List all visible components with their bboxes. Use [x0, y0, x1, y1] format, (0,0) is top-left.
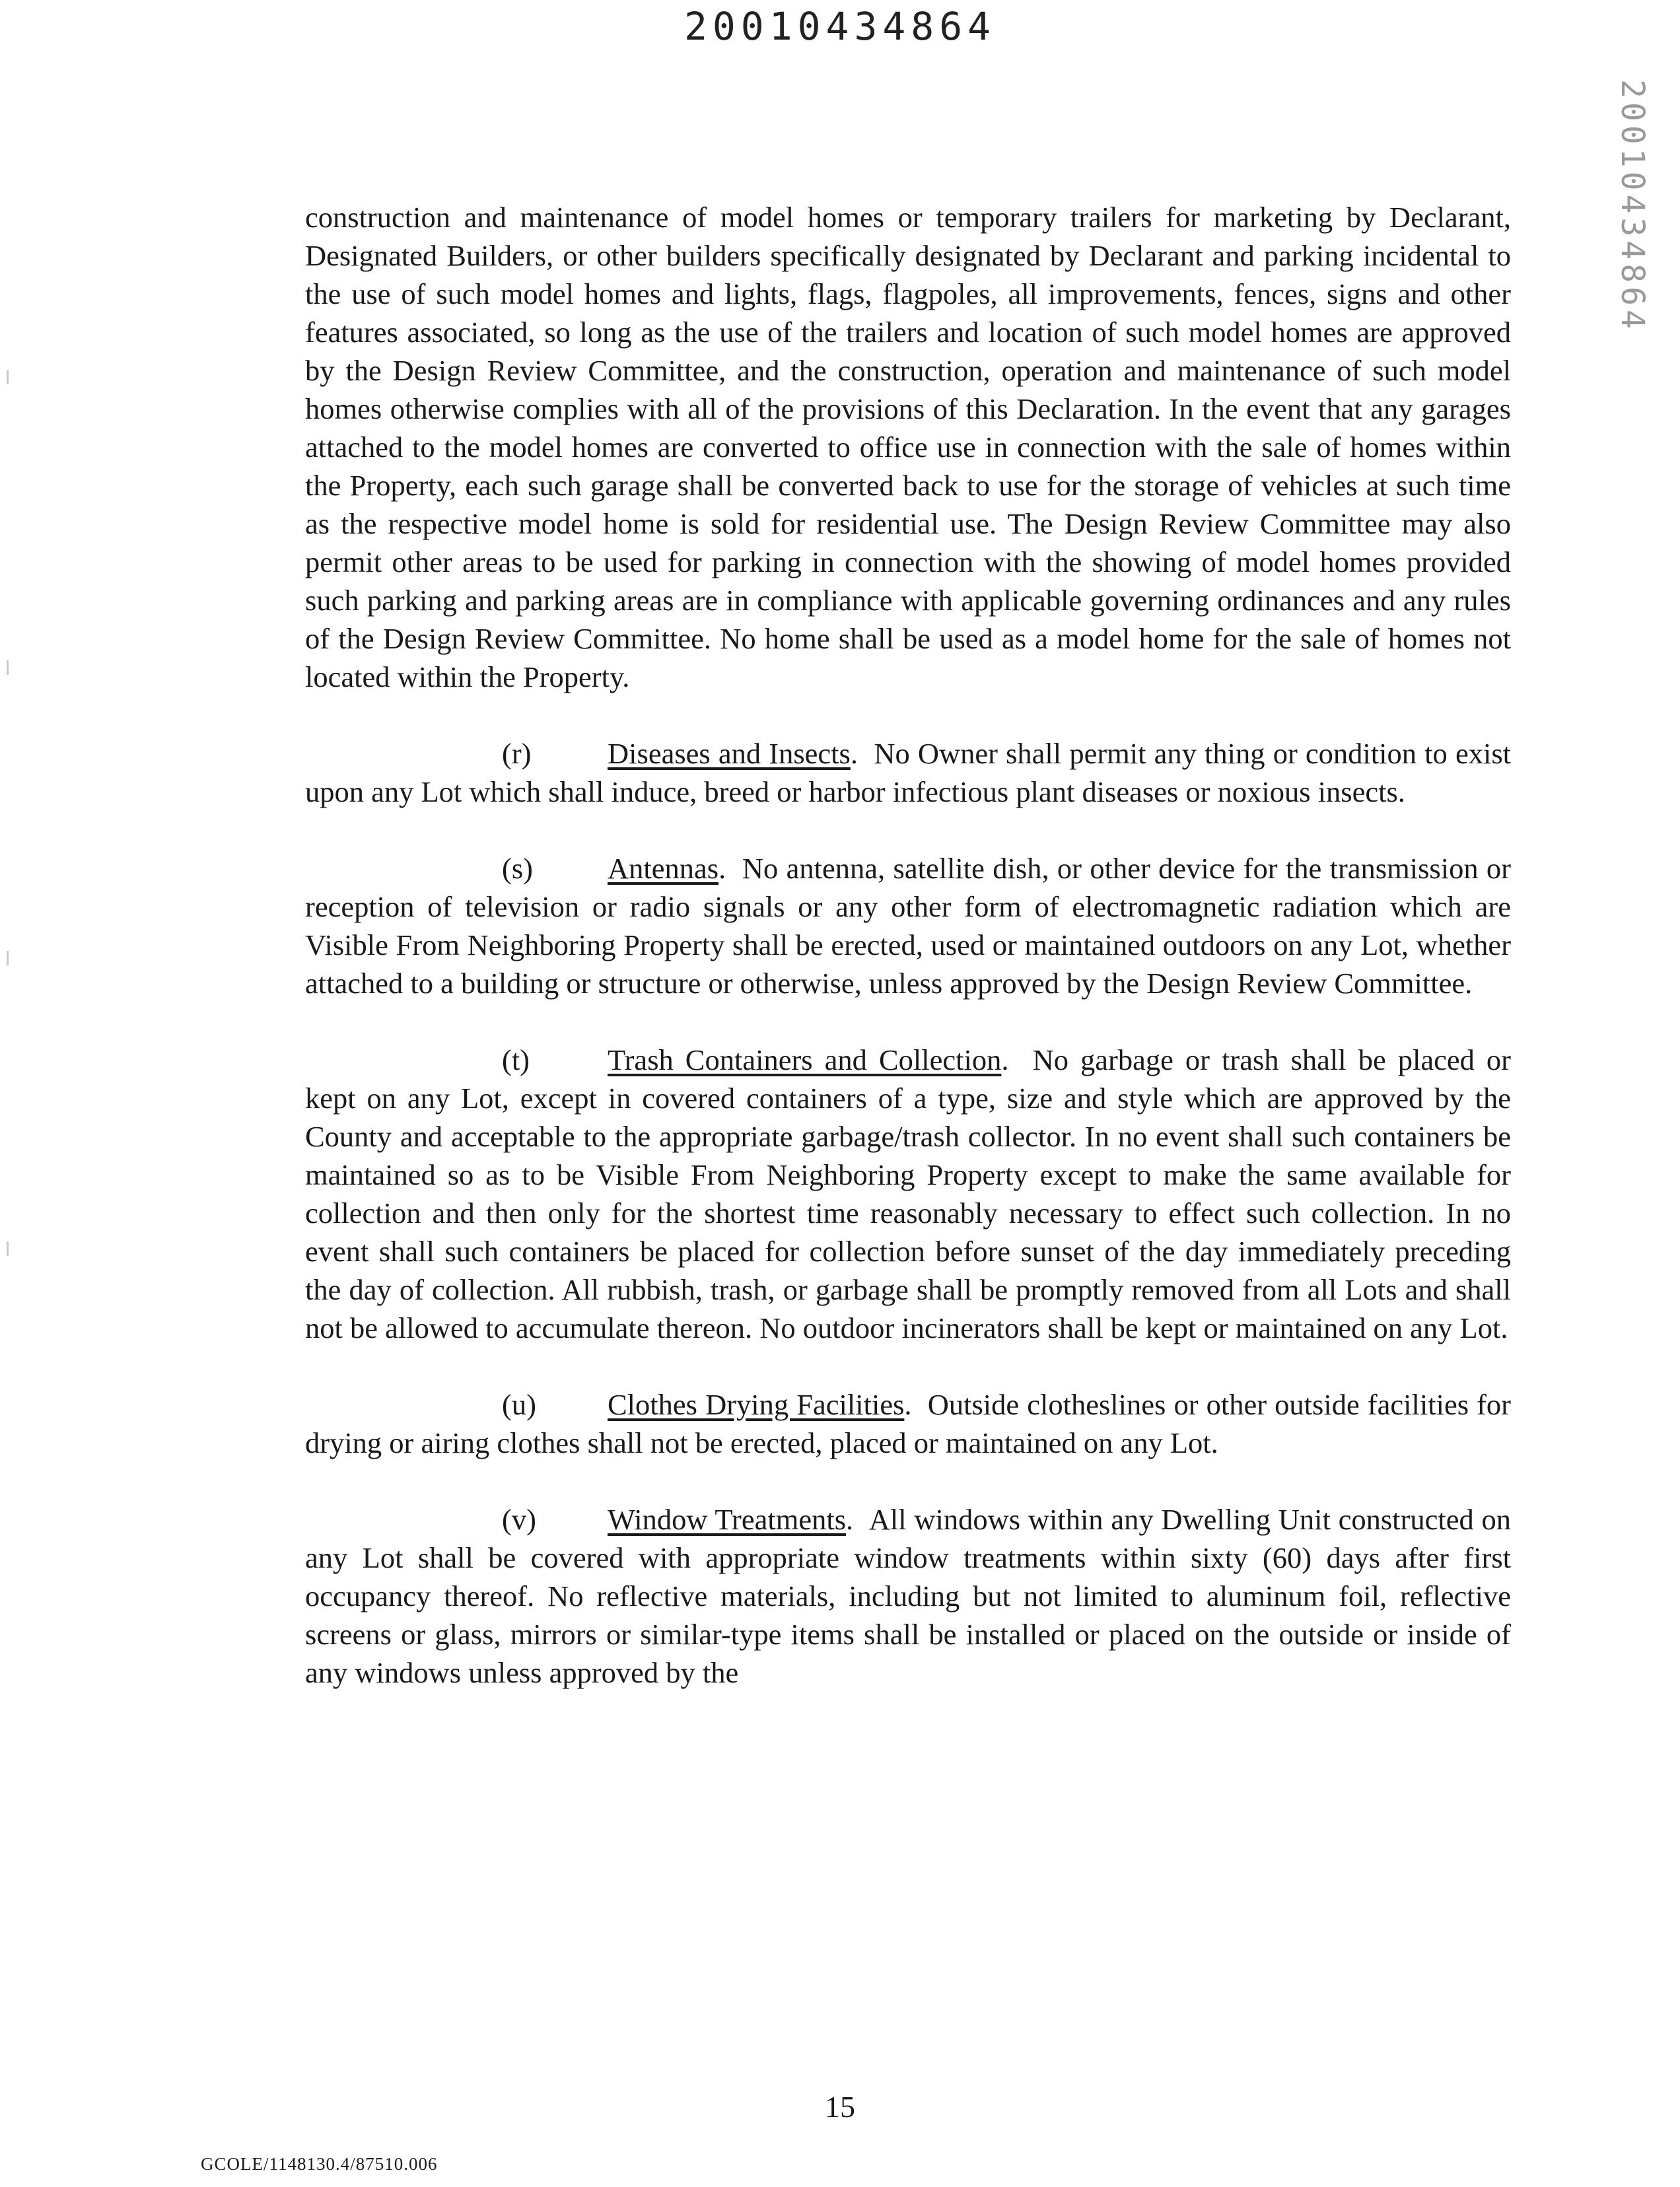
section-text: No antenna, satellite dish, or other device for the transmission or reception of television or radio signals or any other form of electromagnetic radiation which are Visible From Neighboring Property shall be erected, used or maintained outdoors on any Lot, whether attached to a building or structure or otherwise, unless approved by the Design Review Committee. — [305, 852, 1511, 1000]
section-title: Clothes Drying Facilities — [608, 1388, 905, 1421]
document-body — [305, 198, 1511, 1730]
section-label: (t) — [502, 1043, 530, 1076]
page-number: 15 — [825, 2090, 855, 2124]
section-t: (t) Trash Containers and Collection. No garbage or trash shall be placed or kept on any Lot, except in covered containers of a type, size and style which are approved by the County and acceptable to the appropriate garbage/trash collector. In no event shall such containers be maintained so as to be Visible From Neighboring Property except to make the same available for collection and then only for the shortest time reasonably necessary to effect such collection. In no event shall such containers be placed for collection before sunset of the day immediately preceding the day of collection. All rubbish, trash, or garbage shall be promptly removed from all Lots and shall not be allowed to accumulate thereon. No outdoor incinerators shall be kept or maintained on any Lot. — [305, 1041, 1511, 1347]
continuation-paragraph: construction and maintenance of model homes or temporary trailers for marketing by Declarant, Designated Builders, or other builders specifically designated by Declarant and parking incidental to the use of such model homes and lights, flags, flagpoles, all improvements, fences, signs and other features associated, so long as the use of the trailers and location of such model homes are approved by the Design Review Committee, and the construction, operation and maintenance of such model homes otherwise complies with all of the provisions of this Declaration. In the event that any garages attached to the model homes are converted to office use in connection with the sale of homes within the Property, each such garage shall be converted back to use for the storage of vehicles at such time as the respective model home is sold for residential use. The Design Review Committee may also permit other areas to be used for parking in connection with the showing of model homes provided such parking and parking areas are in compliance with applicable governing ordinances and any rules of the Design Review Committee. No home shall be used as a model home for the sale of homes not located within the Property. — [305, 201, 1511, 693]
section-text: Outside clotheslines or other outside facilities for drying or airing clothes shall not be erected, placed or maintained on any Lot. — [305, 1388, 1511, 1459]
scan-edge-mark — [7, 660, 9, 675]
scan-edge-mark — [7, 370, 9, 384]
document-code: GCOLE/1148130.4/87510.006 — [201, 2154, 438, 2174]
section-title: Trash Containers and Collection — [608, 1043, 1002, 1076]
section-label: (u) — [502, 1388, 536, 1421]
section-s: (s) Antennas. No antenna, satellite dish, or other device for the transmission or reception of television or radio signals or any other form of electromagnetic radiation which are Visible From Neighboring Property shall be erected, used or maintained outdoors on any Lot, whether attached to a building or structure or otherwise, unless approved by the Design Review Committee. — [305, 849, 1511, 1002]
section-u: (u) Clothes Drying Facilities. Outside clotheslines or other outside facilities for drying or airing clothes shall not be erected, placed or maintained on any Lot. — [305, 1385, 1511, 1462]
section-label: (s) — [502, 852, 533, 885]
section-label: (r) — [502, 737, 532, 770]
section-text: No garbage or trash shall be placed or kept on any Lot, except in covered containers of a type, size and style which are approved by the County and acceptable to the appropriate garbage/trash collector. In no event shall such containers be maintained so as to be Visible From Neighboring Property except to make the same available for collection and then only for the shortest time reasonably necessary to effect such collection. In no event shall such containers be placed for collection before sunset of the day immediately preceding the day of collection. All rubbish, trash, or garbage shall be promptly removed from all Lots and shall not be allowed to accumulate thereon. No outdoor incinerators shall be kept or maintained on any Lot. — [305, 1043, 1511, 1344]
section-r: (r) Diseases and Insects. No Owner shall permit any thing or condition to exist upon any Lot which shall induce, breed or harbor infectious plant diseases or noxious insects. — [305, 734, 1511, 811]
document-number: 20010434864 — [683, 4, 997, 49]
section-title: Antennas — [608, 852, 719, 885]
side-stamp — [1611, 79, 1658, 333]
scan-edge-mark — [7, 1241, 9, 1256]
section-text: All windows within any Dwelling Unit constructed on any Lot shall be covered with appropriate window treatments within sixty (60) days after first occupancy thereof. No reflective materials, including but not limited to aluminum foil, reflective screens or glass, mirrors or similar-type items shall be installed or placed on the outside or inside of any windows unless approved by the — [305, 1503, 1512, 1689]
section-label: (v) — [502, 1503, 536, 1536]
side-stamp-text: 20010434864 — [1614, 79, 1651, 333]
section-v: (v) Window Treatments. All windows within any Dwelling Unit constructed on any Lot shall be covered with appropriate window treatments within sixty (60) days after first occupancy thereof. No reflective materials, including but not limited to aluminum foil, reflective screens or glass, mirrors or similar-type items shall be installed or placed on the outside or inside of any windows unless approved by the — [305, 1500, 1511, 1692]
section-title: Window Treatments — [608, 1503, 847, 1536]
scan-edge-mark — [7, 951, 9, 965]
section-title: Diseases and Insects — [608, 737, 851, 770]
section-text: No Owner shall permit any thing or condition to exist upon any Lot which shall induce, breed or harbor infectious plant diseases or noxious insects. — [305, 737, 1512, 808]
